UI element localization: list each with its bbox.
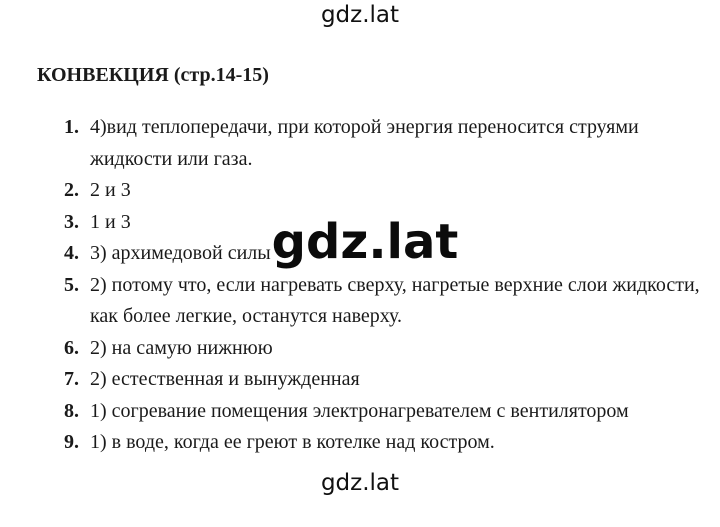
answer-text: 2 и 3 xyxy=(90,179,131,201)
answer-text: 2) потому что, если нагревать сверху, нагретые верхние слои жидкости, как более легкие, останутся наверху. xyxy=(90,273,700,327)
answer-number: 6. xyxy=(64,336,79,359)
answer-number: 1. xyxy=(64,116,79,138)
answer-number: 9. xyxy=(64,431,79,453)
answer-number: 7. xyxy=(64,368,79,390)
answer-number: 2. xyxy=(64,179,79,201)
page-title: КОНВЕКЦИЯ (стр.14-15) xyxy=(37,64,269,86)
answer-item-2 xyxy=(64,175,704,207)
answer-list xyxy=(64,112,704,459)
answer-item-1 xyxy=(64,112,704,175)
answer-number: 4. xyxy=(64,242,79,264)
answer-text: 2) естественная и вынужденная xyxy=(90,368,360,390)
answer-text: 1) в воде, когда ее греют в котелке над костром. xyxy=(90,431,495,453)
answer-item-5 xyxy=(64,270,704,333)
answer-text: 1) согревание помещения электронагревателем с вентилятором xyxy=(90,399,629,422)
watermark-bottom: gdz.lat xyxy=(320,470,400,496)
answer-text: 4)вид теплопередачи, при которой энергия переносится струями жидкости или газа. xyxy=(90,116,639,170)
answer-number: 5. xyxy=(64,273,79,296)
watermark-top: gdz.lat xyxy=(320,2,400,28)
answer-item-7 xyxy=(64,364,704,396)
answer-number: 3. xyxy=(64,210,79,233)
answer-item-8 xyxy=(64,396,704,428)
answer-text: 2) на самую нижнюю xyxy=(90,336,273,359)
watermark-center: gdz.lat xyxy=(271,214,459,270)
answer-number: 8. xyxy=(64,399,79,422)
answer-text: 3) архимедовой силы xyxy=(90,242,271,264)
answer-item-6 xyxy=(64,333,704,365)
answer-item-9 xyxy=(64,427,704,459)
answer-text: 1 и 3 xyxy=(90,210,131,233)
